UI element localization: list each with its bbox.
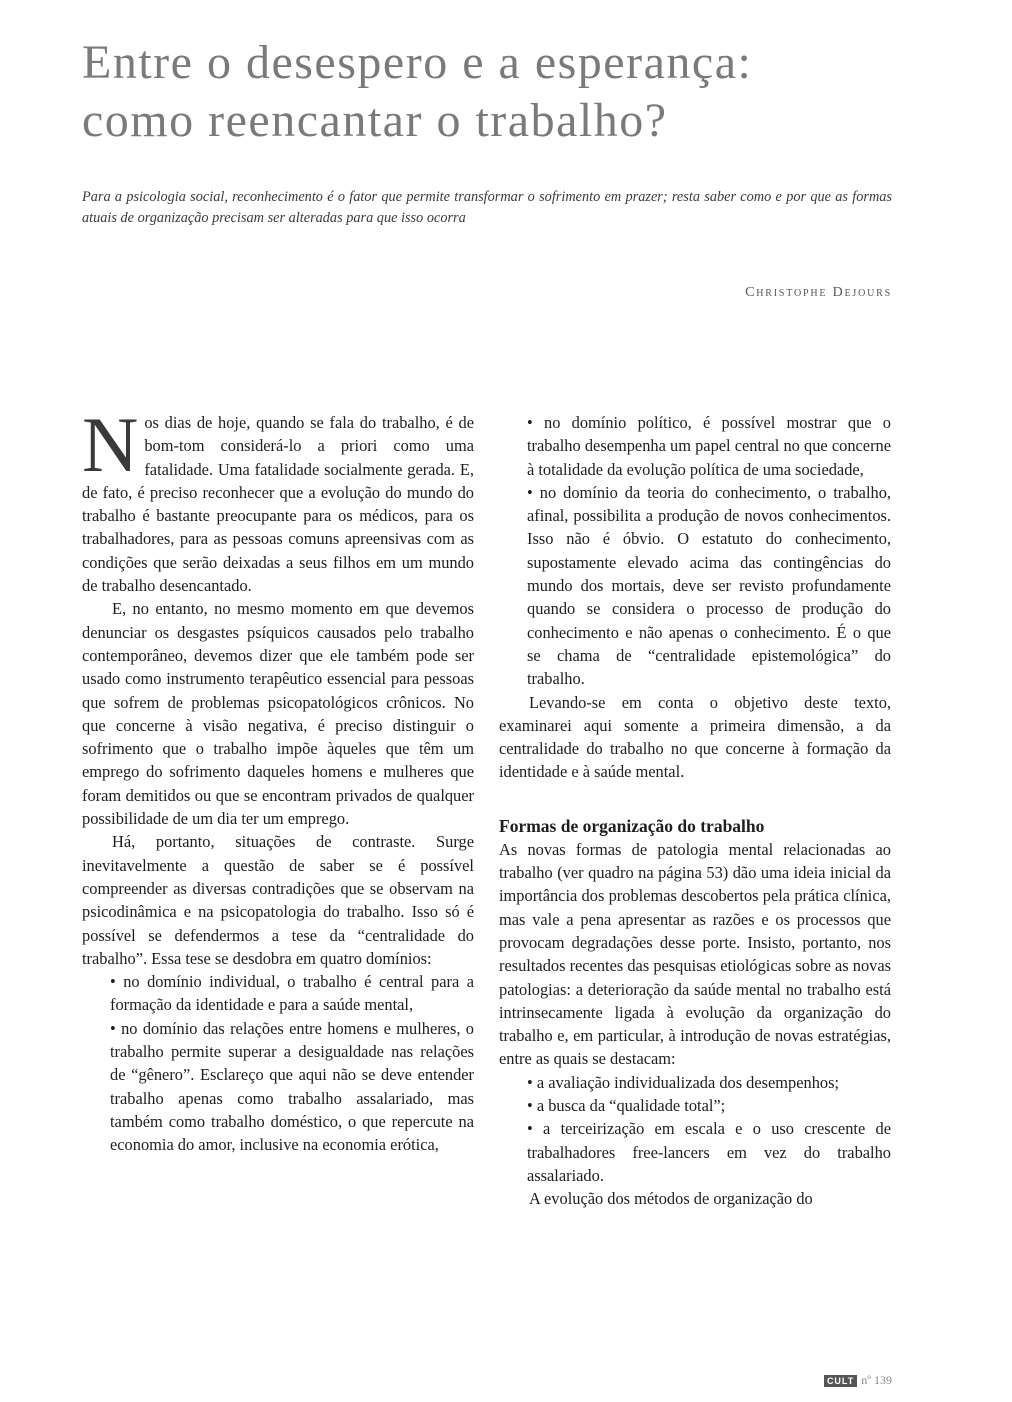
paragraph-4: Levando-se em conta o objetivo deste texto, examinarei aqui somente a primeira dimensão, a da centralidade do trabalho no que concerne à formação da identidade e à saúde mental. xyxy=(499,692,891,782)
bullet-individual: • no domínio individual, o trabalho é central para a formação da identidade e para a saúde mental, xyxy=(110,972,474,1015)
paragraph-1 xyxy=(82,401,474,597)
paragraph-2: E, no entanto, no mesmo momento em que devemos denunciar os desgastes psíquicos causados pelo trabalho contemporâneo, devemos dizer que ele também pode ser usado como instrumento terapêutico essencial para pessoas que sofrem de problemas psicopatológicos crônicos. No que concerne à visão negativa, é preciso distinguir o sofrimento que o trabalho impõe àqueles que têm um emprego do sofrimento daqueles homens e mulheres que foram demitidos ou que se encontram privados de qualquer possibilidade de um dia ter um emprego. xyxy=(82,599,474,829)
left-column xyxy=(82,401,474,1157)
author-byline: Christophe Dejours xyxy=(745,285,892,300)
title-line-2: como reencantar o trabalho? xyxy=(82,94,668,147)
bullet-political: • no domínio político, é possível mostrar que o trabalho desempenha um papel central no que concerne à totalidade da evolução política de uma sociedade, xyxy=(527,413,891,479)
drop-cap: N xyxy=(82,401,139,488)
page-footer xyxy=(824,1373,892,1388)
article-title xyxy=(82,34,962,150)
bullet-outsourcing: • a terceirização em escala e o uso crescente de trabalhadores free-lancers em vez do trabalho assalariado. xyxy=(527,1119,891,1185)
bullet-gender: • no domínio das relações entre homens e mulheres, o trabalho permite superar a desigualdade nas relações de “gênero”. Esclareço que aqui não se deve entender trabalho apenas como trabalho assalariado, mas também como trabalho doméstico, o que repercute na economia do amor, inclusive na economia erótica, xyxy=(110,1018,474,1155)
article-subtitle: Para a psicologia social, reconhecimento é o fator que permite transformar o sofrimento em prazer; resta saber como e por que as formas atuais de organização precisam ser alteradas para que isso ocorra xyxy=(82,189,892,226)
title-line-1: Entre o desespero e a esperança: xyxy=(82,36,753,89)
paragraph-5: As novas formas de patologia mental relacionadas ao trabalho (ver quadro na página 53) dão uma ideia inicial da importância dos problemas descobertos pela prática clínica, mas vale a pena apresentar as razões e os processos que provocam degradações desse porte. Insisto, portanto, nos resultados recentes das pesquisas etiológicas sobre as novas patologias: a deterioração da saúde mental no trabalho está intrinsecamente ligada à evolução da organização do trabalho e, em particular, à introdução de novas estratégias, entre as quais se destacam: xyxy=(499,839,891,1069)
paragraph-6: A evolução dos métodos de organização do xyxy=(529,1189,813,1209)
paragraph-1-text: os dias de hoje, quando se fala do trabalho, é de bom-tom considerá-lo a priori como uma fatalidade. Uma fatalidade socialmente gerada. E, de fato, é preciso reconhecer que a evolução do mundo do trabalho é bastante preocupante para os médicos, para os trabalhadores, para as pessoas comuns apreensivas com as condições que serão deixadas a seus filhos em um mundo de trabalho desencantado. xyxy=(82,413,474,596)
bullet-evaluation: • a avaliação individualizada dos desempenhos; xyxy=(527,1072,840,1092)
right-column xyxy=(499,411,891,1211)
section-heading: Formas de organização do trabalho xyxy=(499,815,765,836)
bullet-knowledge: • no domínio da teoria do conhecimento, o trabalho, afinal, possibilita a produção de novos conhecimentos. Isso não é óbvio. O estatuto do conhecimento, supostamente elevado acima das contingências do mundo dos mortais, deve ser revisto profundamente quando se considera o processo de produção do conhecimento e não apenas o conhecimento. É o que se chama de “centralidade epistemológica” do trabalho. xyxy=(527,482,891,689)
magazine-logo: CULT xyxy=(824,1375,857,1387)
bullet-quality: • a busca da “qualidade total”; xyxy=(527,1096,726,1116)
paragraph-3: Há, portanto, situações de contraste. Surge inevitavelmente a questão de saber se é possível compreender as diversas contradições que se observam na psicodinâmica e na psicopatologia do trabalho. Isso só é possível se defendermos a tese da “centralidade do trabalho”. Essa tese se desdobra em quatro domínios: xyxy=(82,832,474,968)
issue-number: nº 139 xyxy=(861,1373,892,1387)
